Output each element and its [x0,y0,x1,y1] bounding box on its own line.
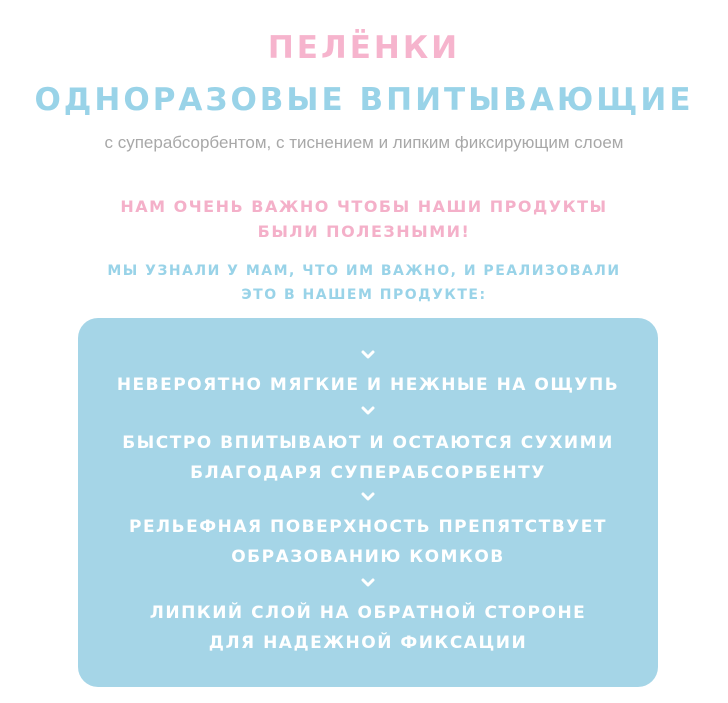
feature-2-line-2: БЛАГОДАРЯ СУПЕРАБСОРБЕНТУ [190,463,546,483]
feature-4-line-1: ЛИПКИЙ СЛОЙ НА ОБРАТНОЙ СТОРОНЕ [149,603,587,623]
feature-3 [78,512,658,572]
title: ПЕЛЁНКИ [267,30,461,66]
feature-2 [78,428,658,488]
chevron-down-icon [361,406,375,416]
feature-3-line-2: ОБРАЗОВАНИЮ КОМКОВ [231,547,505,567]
subtitle: ОДНОРАЗОВЫЕ ВПИТЫВАЮЩИЕ [34,82,694,118]
intro-blue [0,259,728,307]
feature-1-line-1: НЕВЕРОЯТНО МЯГКИЕ И НЕЖНЫЕ НА ОЩУПЬ [116,375,620,395]
intro-blue-line-1: МЫ УЗНАЛИ У МАМ, ЧТО ИМ ВАЖНО, И РЕАЛИЗОВАЛИ [107,263,621,279]
intro-pink-line-1: НАМ ОЧЕНЬ ВАЖНО ЧТОБЫ НАШИ ПРОДУКТЫ [120,197,608,216]
feature-4 [78,598,658,658]
feature-3-line-1: РЕЛЬЕФНАЯ ПОВЕРХНОСТЬ ПРЕПЯТСТВУЕТ [128,517,608,537]
features-panel [78,318,658,687]
feature-1 [78,370,658,400]
chevron-down-icon [361,578,375,588]
feature-4-line-2: ДЛЯ НАДЕЖНОЙ ФИКСАЦИИ [208,633,528,653]
intro-pink [0,194,728,244]
chevron-down-icon [361,492,375,502]
description: с суперабсорбентом, с тиснением и липким фиксирующим слоем [104,133,624,152]
feature-2-line-1: БЫСТРО ВПИТЫВАЮТ И ОСТАЮТСЯ СУХИМИ [122,433,614,453]
intro-pink-line-2: БЫЛИ ПОЛЕЗНЫМИ! [257,222,471,241]
intro-blue-line-2: ЭТО В НАШЕМ ПРОДУКТЕ: [241,287,487,303]
chevron-down-icon [361,350,375,360]
